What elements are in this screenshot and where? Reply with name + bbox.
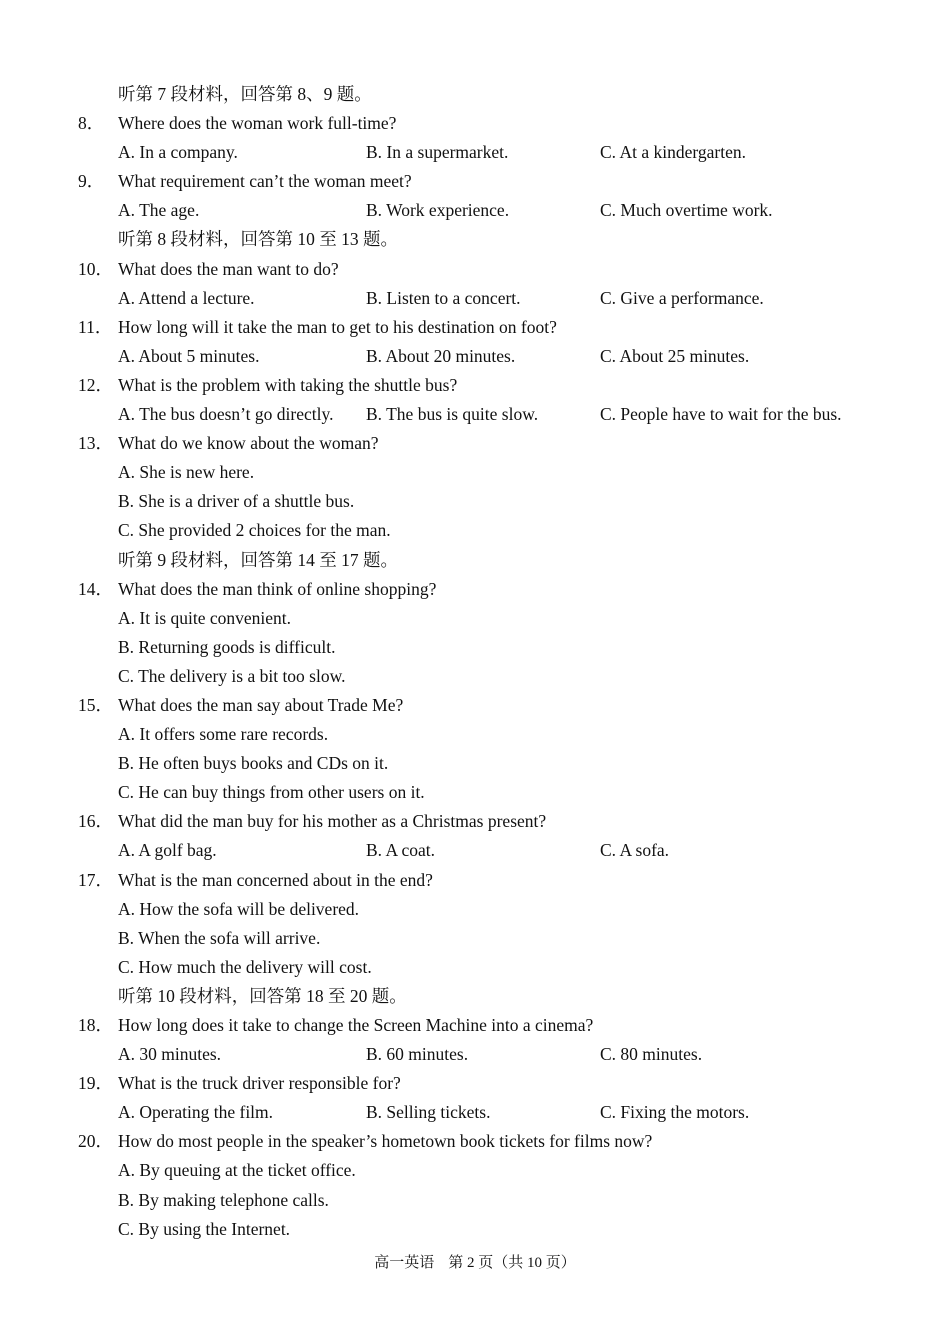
question-12-options: [0, 400, 950, 429]
option-a: A. It is quite convenient.: [118, 607, 292, 628]
question-12: [0, 371, 950, 400]
question-8-options: [0, 138, 950, 167]
question-11: [0, 313, 950, 342]
option-c: C. A sofa.: [600, 840, 670, 861]
section-heading: [0, 225, 950, 254]
question-text: How long will it take the man to get to his destination on foot?: [118, 316, 557, 337]
question-text: What is the man concerned about in the end?: [118, 869, 433, 890]
question-number: 13．: [78, 433, 113, 454]
question-15-option-a: [0, 720, 950, 749]
exam-page-content: [0, 80, 950, 1244]
section-8-heading: 听第 8 段材料，回答第 10 至 13 题。: [118, 229, 398, 250]
section-heading: [0, 546, 950, 575]
question-20: [0, 1127, 950, 1156]
question-text: What do we know about the woman?: [118, 433, 379, 454]
option-c: C. About 25 minutes.: [600, 345, 750, 366]
section-heading: [0, 982, 950, 1011]
question-15-option-c: [0, 778, 950, 807]
option-b: B. About 20 minutes.: [366, 345, 516, 366]
question-10-options: [0, 284, 950, 313]
question-text: What does the man want to do?: [118, 258, 339, 279]
question-13: [0, 429, 950, 458]
option-c: C. Much overtime work.: [600, 200, 773, 221]
question-13-option-b: [0, 487, 950, 516]
question-14-option-c: [0, 662, 950, 691]
question-text: How long does it take to change the Screen Machine into a cinema?: [118, 1015, 594, 1035]
option-b: B. The bus is quite slow.: [366, 404, 539, 425]
question-13-option-a: [0, 458, 950, 487]
question-9-options: [0, 196, 950, 225]
page-footer: [0, 1250, 950, 1276]
option-b: B. A coat.: [366, 840, 436, 861]
question-20-option-c: [0, 1215, 950, 1244]
option-a: A. How the sofa will be delivered.: [118, 898, 360, 919]
question-9: [0, 167, 950, 196]
question-number: 15．: [78, 694, 113, 715]
question-text: What is the truck driver responsible for?: [118, 1073, 401, 1094]
option-c: C. 80 minutes.: [600, 1044, 703, 1065]
question-number: 8．: [78, 113, 105, 134]
option-a: A. Operating the film.: [118, 1102, 274, 1123]
question-17-option-b: [0, 924, 950, 953]
option-a: A. A golf bag.: [118, 840, 217, 861]
question-17-option-a: [0, 895, 950, 924]
question-text: What requirement can’t the woman meet?: [118, 171, 412, 192]
question-number: 14．: [78, 578, 113, 599]
option-c: C. Fixing the motors.: [600, 1102, 750, 1123]
option-c: C. How much the delivery will cost.: [118, 956, 372, 977]
option-b: B. 60 minutes.: [366, 1044, 469, 1065]
question-20-option-a: [0, 1156, 950, 1185]
question-number: 9．: [78, 171, 105, 192]
question-text: How do most people in the speaker’s hometown book tickets for films now?: [118, 1131, 653, 1152]
question-10: [0, 255, 950, 284]
question-18: [0, 1011, 950, 1040]
option-b: B. He often buys books and CDs on it.: [118, 753, 389, 774]
option-b: B. In a supermarket.: [366, 142, 509, 163]
option-a: A. 30 minutes.: [118, 1044, 222, 1065]
question-11-options: [0, 342, 950, 371]
option-b: B. Selling tickets.: [366, 1102, 491, 1123]
option-c: C. Give a performance.: [600, 287, 764, 308]
section-10-heading: 听第 10 段材料，回答第 18 至 20 题。: [118, 985, 407, 1006]
question-19-options: [0, 1098, 950, 1127]
question-number: 16．: [78, 811, 113, 832]
question-number: 10．: [78, 258, 113, 279]
question-text: Where does the woman work full-time?: [118, 113, 397, 134]
option-a: A. By queuing at the ticket office.: [118, 1160, 356, 1181]
option-b: B. By making telephone calls.: [118, 1189, 329, 1210]
footer-subject: 高一英语: [374, 1255, 435, 1271]
option-a: A. Attend a lecture.: [118, 287, 255, 308]
option-c: C. She provided 2 choices for the man.: [118, 520, 391, 541]
option-a: A. The bus doesn’t go directly.: [118, 404, 334, 425]
question-number: 12．: [78, 374, 113, 395]
question-14-option-a: [0, 604, 950, 633]
section-heading: [0, 80, 950, 109]
question-number: 17．: [78, 869, 113, 890]
option-a: A. The age.: [118, 200, 200, 221]
question-number: 11．: [78, 316, 113, 337]
question-text: What does the man say about Trade Me?: [118, 694, 404, 715]
question-16: [0, 807, 950, 836]
question-17: [0, 866, 950, 895]
question-14: [0, 575, 950, 604]
option-c: C. At a kindergarten.: [600, 142, 746, 163]
question-number: 19．: [78, 1073, 113, 1094]
question-15: [0, 691, 950, 720]
question-8: [0, 109, 950, 138]
question-number: 20．: [78, 1131, 113, 1152]
option-a: A. About 5 minutes.: [118, 345, 260, 366]
option-c: C. The delivery is a bit too slow.: [118, 665, 346, 686]
option-a: A. In a company.: [118, 142, 238, 163]
option-b: B. Listen to a concert.: [366, 287, 521, 308]
question-text: What did the man buy for his mother as a Christmas present?: [118, 811, 547, 832]
question-20-option-b: [0, 1186, 950, 1215]
option-a: A. She is new here.: [118, 462, 255, 483]
question-14-option-b: [0, 633, 950, 662]
footer-page-number: 第 2 页（共 10 页）: [448, 1255, 576, 1271]
question-13-option-c: [0, 516, 950, 545]
option-b: B. When the sofa will arrive.: [118, 927, 321, 948]
option-c: C. By using the Internet.: [118, 1218, 291, 1239]
section-7-heading: 听第 7 段材料，回答第 8、9 题。: [118, 84, 372, 104]
option-a: A. It offers some rare records.: [118, 724, 329, 745]
question-text: What is the problem with taking the shuttle bus?: [118, 374, 458, 395]
option-c: C. People have to wait for the bus.: [600, 404, 842, 425]
option-b: B. Work experience.: [366, 200, 510, 221]
question-19: [0, 1069, 950, 1098]
question-16-options: [0, 836, 950, 865]
section-9-heading: 听第 9 段材料，回答第 14 至 17 题。: [118, 549, 398, 570]
question-18-options: [0, 1040, 950, 1069]
option-b: B. She is a driver of a shuttle bus.: [118, 491, 355, 512]
question-number: 18．: [78, 1015, 113, 1035]
option-c: C. He can buy things from other users on it.: [118, 782, 425, 803]
question-15-option-b: [0, 749, 950, 778]
question-17-option-c: [0, 953, 950, 982]
option-b: B. Returning goods is difficult.: [118, 636, 336, 657]
question-text: What does the man think of online shopping?: [118, 578, 437, 599]
